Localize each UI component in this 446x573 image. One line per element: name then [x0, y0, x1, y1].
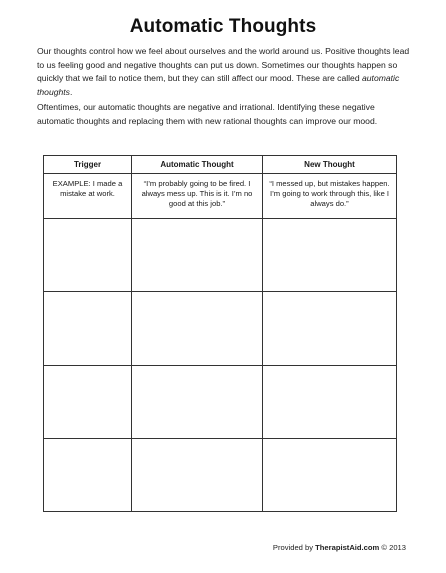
automatic-thought-cell[interactable]: [132, 365, 263, 438]
new-thought-cell[interactable]: [263, 365, 397, 438]
table-row: [44, 219, 397, 292]
header-automatic-thought: Automatic Thought: [132, 156, 263, 174]
trigger-cell[interactable]: [44, 365, 132, 438]
automatic-thought-cell[interactable]: [132, 292, 263, 365]
header-new-thought: New Thought: [263, 156, 397, 174]
table-row: [44, 292, 397, 365]
new-thought-cell[interactable]: [263, 292, 397, 365]
footer-brand: TherapistAid.com: [315, 543, 380, 552]
header-trigger: Trigger: [44, 156, 132, 174]
footer-credit: [273, 543, 406, 552]
automatic-thoughts-emphasis: automatic thoughts: [37, 73, 400, 97]
trigger-cell[interactable]: [44, 438, 132, 511]
table-row: [44, 365, 397, 438]
automatic-thought-cell[interactable]: [132, 438, 263, 511]
automatic-thought-cell[interactable]: [132, 219, 263, 292]
example-automatic-thought-cell: “I’m probably going to be fired. I always mess up. This is it. I’m no good at this job.”: [132, 174, 263, 219]
trigger-cell[interactable]: [44, 219, 132, 292]
new-thought-cell[interactable]: [263, 219, 397, 292]
footer-prefix: Provided by: [272, 543, 316, 552]
intro-paragraph-2: Oftentimes, our automatic thoughts are negative and irrational. Identifying these negative automatic thoughts and replacing them with new rational thoughts can improve our mood.: [37, 102, 378, 126]
table-header-row: [44, 156, 397, 174]
thoughts-table: [43, 155, 397, 512]
new-thought-cell[interactable]: [263, 438, 397, 511]
example-trigger-cell: EXAMPLE: I made a mistake at work.: [44, 174, 132, 219]
intro-paragraph-1: Our thoughts control how we feel about ourselves and the world around us. Positive thoughts lead to us feeling good and negative thoughts can put us down. Sometimes our thoughts happen so quickly that we fail to notice them, but they can still affect our mood. These are called automatic thoughts.: [37, 46, 410, 97]
table-row: [44, 438, 397, 511]
example-row: [44, 174, 397, 219]
footer-suffix: © 2013: [379, 543, 406, 552]
example-new-thought-cell: “I messed up, but mistakes happen. I’m going to work through this, like I always do.”: [263, 174, 397, 219]
page-title: Automatic Thoughts: [129, 16, 317, 37]
trigger-cell[interactable]: [44, 292, 132, 365]
